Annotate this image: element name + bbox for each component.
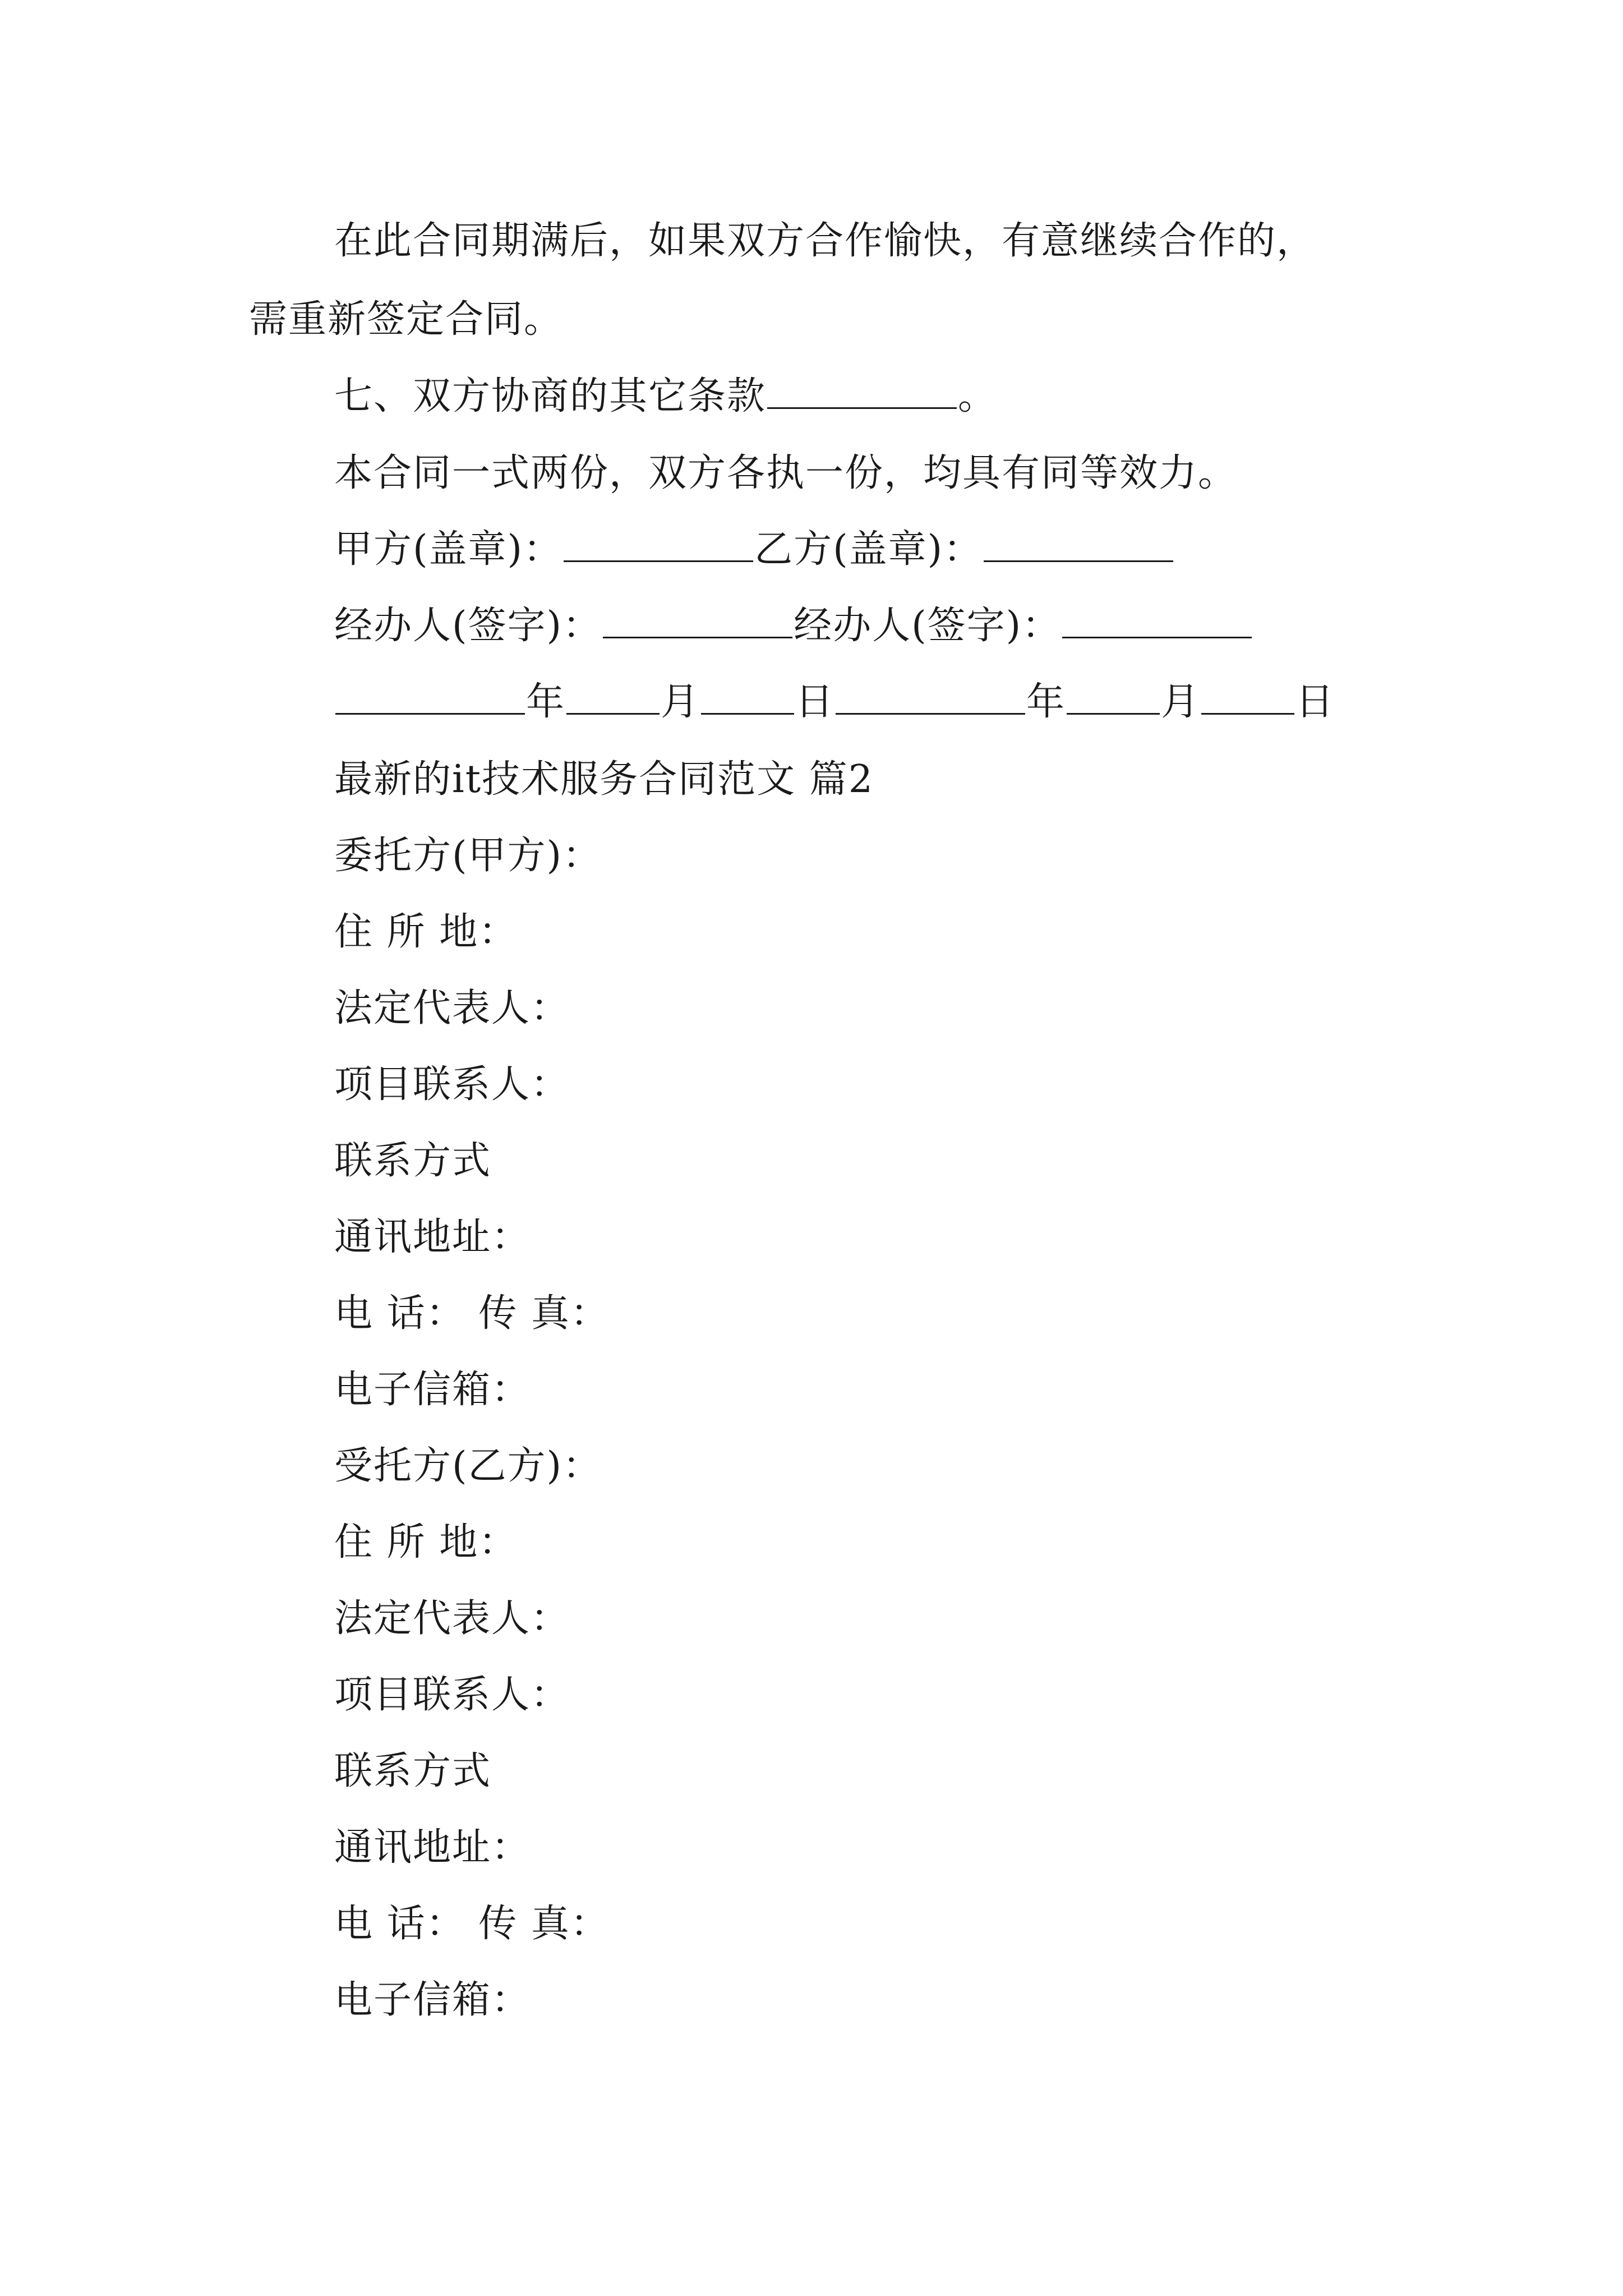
text: 电 话： 传 真： xyxy=(334,1291,610,1336)
month-a-blank xyxy=(566,680,660,715)
clause-7 xyxy=(334,374,997,419)
party-b-seal-blank xyxy=(984,528,1173,562)
contractor-phone-fax xyxy=(334,1902,610,1947)
contractor-address xyxy=(334,1520,518,1565)
client-label xyxy=(334,834,602,878)
text: 联系方式 xyxy=(334,1139,492,1183)
client-phone-fax xyxy=(334,1291,610,1336)
agent-a-label: 经办人(签字)： xyxy=(334,604,602,648)
paragraph-renewal-line1 xyxy=(334,219,1316,264)
client-address xyxy=(334,910,518,955)
text: 项目联系人： xyxy=(334,1673,570,1717)
agent-b-label: 经办人(签字)： xyxy=(794,604,1062,648)
text: 联系方式 xyxy=(334,1749,492,1793)
day-a-blank xyxy=(701,680,794,715)
client-mail-address xyxy=(334,1215,531,1260)
text: 通讯地址： xyxy=(334,1215,531,1259)
contractor-label xyxy=(334,1444,602,1489)
text: 法定代表人： xyxy=(334,1596,570,1641)
client-contact-method xyxy=(334,1139,491,1184)
contractor-mail-address xyxy=(334,1825,531,1870)
text: 电 话： 传 真： xyxy=(334,1902,610,1946)
signature-date-row xyxy=(334,680,1335,725)
section-title xyxy=(334,757,874,802)
signature-agent-row xyxy=(334,604,1253,648)
day-label: 日 xyxy=(1295,680,1335,724)
fill-blank xyxy=(767,375,957,409)
clause-7-label: 七、双方协商的其它条款 xyxy=(334,374,767,418)
year-b-blank xyxy=(836,680,1025,715)
party-a-seal-label: 甲方(盖章)： xyxy=(334,527,563,572)
client-email xyxy=(334,1368,531,1412)
text: 委托方(甲方)： xyxy=(334,834,602,878)
year-a-blank xyxy=(335,680,525,715)
text: 受托方(乙方)： xyxy=(334,1444,602,1488)
month-label: 月 xyxy=(661,680,700,724)
text: 法定代表人： xyxy=(334,986,570,1030)
agent-a-blank xyxy=(603,604,792,638)
contractor-legal-rep xyxy=(334,1596,570,1641)
year-label: 年 xyxy=(526,680,566,724)
paragraph-copies xyxy=(334,451,1237,496)
month-b-blank xyxy=(1067,680,1160,715)
contractor-email xyxy=(334,1978,531,2023)
year-label: 年 xyxy=(1026,680,1066,724)
text: 住 所 地： xyxy=(334,910,518,954)
text: 在此合同期满后，如果双方合作愉快，有意继续合作的， xyxy=(334,219,1316,263)
party-a-seal-blank xyxy=(564,528,753,562)
contractor-contact-person xyxy=(334,1673,570,1718)
text: 电子信箱： xyxy=(334,1978,531,2022)
section-title-text: 最新的it技术服务合同范文 篇2 xyxy=(334,757,874,802)
text: 需重新签定合同。 xyxy=(249,297,564,342)
client-legal-rep xyxy=(334,986,570,1031)
text: 项目联系人： xyxy=(334,1062,570,1107)
text: 通讯地址： xyxy=(334,1825,531,1870)
clause-7-end: 。 xyxy=(958,374,998,418)
text: 本合同一式两份，双方各执一份，均具有同等效力。 xyxy=(334,451,1238,495)
day-b-blank xyxy=(1201,680,1294,715)
text: 电子信箱： xyxy=(334,1368,531,1412)
party-b-seal-label: 乙方(盖章)： xyxy=(754,527,983,572)
paragraph-renewal-line2 xyxy=(249,297,563,342)
signature-seal-row xyxy=(334,527,1174,572)
contractor-contact-method xyxy=(334,1749,491,1794)
text: 住 所 地： xyxy=(334,1520,518,1565)
day-label: 日 xyxy=(795,680,835,724)
month-label: 月 xyxy=(1161,680,1201,724)
client-contact-person xyxy=(334,1062,570,1107)
agent-b-blank xyxy=(1062,604,1252,638)
